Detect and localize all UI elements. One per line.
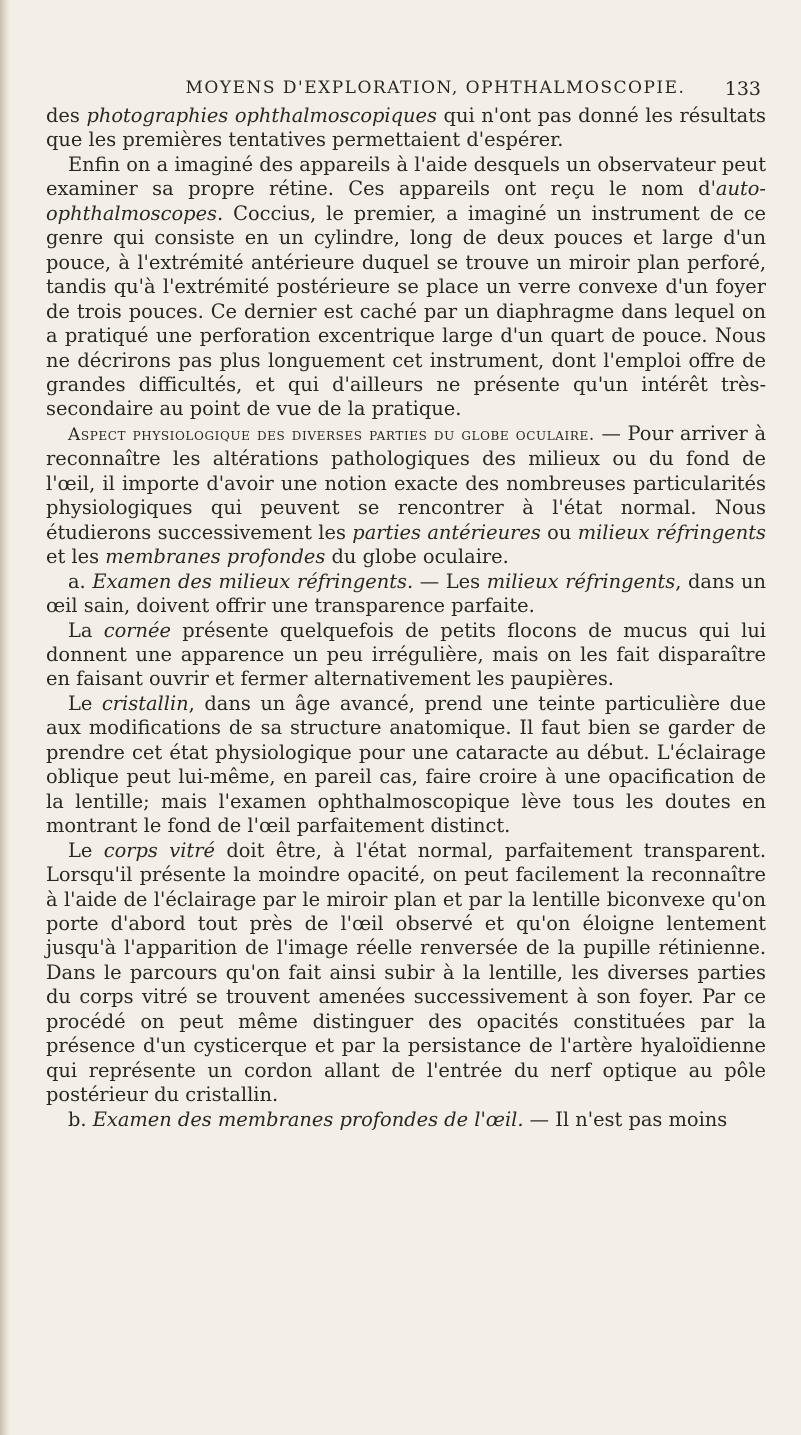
section-heading: Aspect physiologique des diverses parties du globe oculaire. <box>68 424 595 445</box>
text-run: ou <box>540 520 578 544</box>
subsection-title: Examen des milieux réfringents. <box>92 569 414 593</box>
italic-term: milieux réfringents <box>486 569 676 593</box>
italic-term: corps vitré <box>103 838 215 862</box>
italic-term: photographies ophthalmoscopiques <box>86 104 437 127</box>
text-run: Enfin on a imaginé des appareils à l'aide desquels un observateur peut examiner sa propre rétine. Ces appareils ont reçu le nom d' <box>46 152 766 201</box>
text-run: — <box>594 421 628 445</box>
paragraph-cornee <box>46 619 766 692</box>
running-title: MOYENS D'EXPLORATION, OPHTHALMOSCOPIE. <box>185 78 686 98</box>
page-number: 133 <box>724 78 761 100</box>
subsection-label: b. <box>68 1107 93 1131</box>
paragraph-membranes-profondes <box>46 1108 766 1132</box>
text-run: Le <box>68 838 104 862</box>
paragraph-corps-vitre <box>46 839 766 1108</box>
text-run: — Les <box>413 569 487 593</box>
italic-term: cristallin <box>101 691 189 715</box>
text-run: Pour arriver à reconnaître les altérations pathologiques des milieux ou du fond de l'œil, il importe d'avoir une notion exacte des nombreuses particularités physiologiques qui peuvent se rencontrer à l'état normal. Nous étudierons successivement les <box>46 421 767 544</box>
paragraph-cristallin <box>46 692 766 839</box>
italic-term: membranes profondes <box>105 545 326 569</box>
italic-term: milieux réfringents <box>577 520 766 544</box>
text-run: qui n'ont pas donné les résultats que les premières tentatives permettaient d'espérer. <box>46 104 766 152</box>
paragraph-auto-ophthalmoscopes <box>46 153 766 422</box>
text-run: — Il n'est pas moins <box>523 1107 728 1131</box>
paragraph-aspect-physiologique <box>46 422 766 570</box>
text-run: et les <box>46 545 106 569</box>
text-run: . Coccius, le premier, a imaginé un instrument de ce genre qui consiste en un cylindre, long de deux pouces et large d'un pouce, à l'extrémité antérieure duquel se trouve un miroir plan perforé, tandis qu'à l'extrémité postérieure se place un verre convexe d'un foyer de trois pouces. Ce dernier est caché par un diaphragme dans lequel on a pratiqué une perforation excentrique large d'un quart de pouce. Nous ne décrirons pas plus longuement cet instrument, dont l'emploi offre de grandes difficultés, et qui d'ailleurs ne présente qu'un intérêt très-secondaire au point de vue de la pratique. <box>46 201 766 421</box>
text-run: , dans un œil sain, doivent offrir une transparence parfaite. <box>46 569 766 618</box>
page-body <box>46 104 766 1132</box>
text-run: présente quelquefois de petits flocons de mucus qui lui donnent une apparence un peu irrégulière, mais on les fait disparaître en faisant ouvrir et fermer alternativement les paupières. <box>46 618 767 691</box>
italic-term: parties antérieures <box>352 520 541 544</box>
text-run: Le <box>68 691 102 715</box>
text-run: du globe oculaire. <box>325 545 509 569</box>
subsection-label: a. <box>68 569 93 593</box>
paragraph-milieux-refringents <box>46 570 766 619</box>
paragraph-photographies <box>46 104 766 153</box>
book-spine-shadow <box>0 0 10 1435</box>
text-run: des <box>46 104 87 127</box>
running-head <box>110 78 761 102</box>
text-run: , dans un âge avancé, prend une teinte particulière due aux modifications de sa structure anatomique. Il faut bien se garder de prendre cet état physiologique pour une cataracte au début. L'éclairage oblique peut lui-même, en pareil cas, faire croire à une opacification de la lentille; mais l'examen ophthalmoscopique lève tous les doutes en montrant le fond de l'œil parfaitement distinct. <box>46 691 766 838</box>
italic-term: auto-ophthalmoscopes <box>46 177 766 225</box>
text-run: doit être, à l'état normal, parfaitement transparent. Lorsqu'il présente la moindre opacité, on peut facilement la reconnaître à l'aide de l'éclairage par le miroir plan et par la lentille biconvexe qu'on porte d'abord tout près de l'œil observé et qu'on éloigne lentement jusqu'à l'apparition de l'image réelle renversée de la pupille rétinienne. Dans le parcours qu'on fait ainsi subir à la lentille, les diverses parties du corps vitré se trouvent amenées successivement à son foyer. Par ce procédé on peut même distinguer des opacités constituées par la présence d'un cysticerque et par la persistance de l'artère hyaloïdienne qui représente un cordon allant de l'entrée du nerf optique au pôle postérieur du cristallin. <box>46 838 767 1107</box>
subsection-title: Examen des membranes profondes de l'œil. <box>92 1107 524 1131</box>
italic-term: cornée <box>103 618 171 642</box>
text-run: La <box>68 618 104 642</box>
